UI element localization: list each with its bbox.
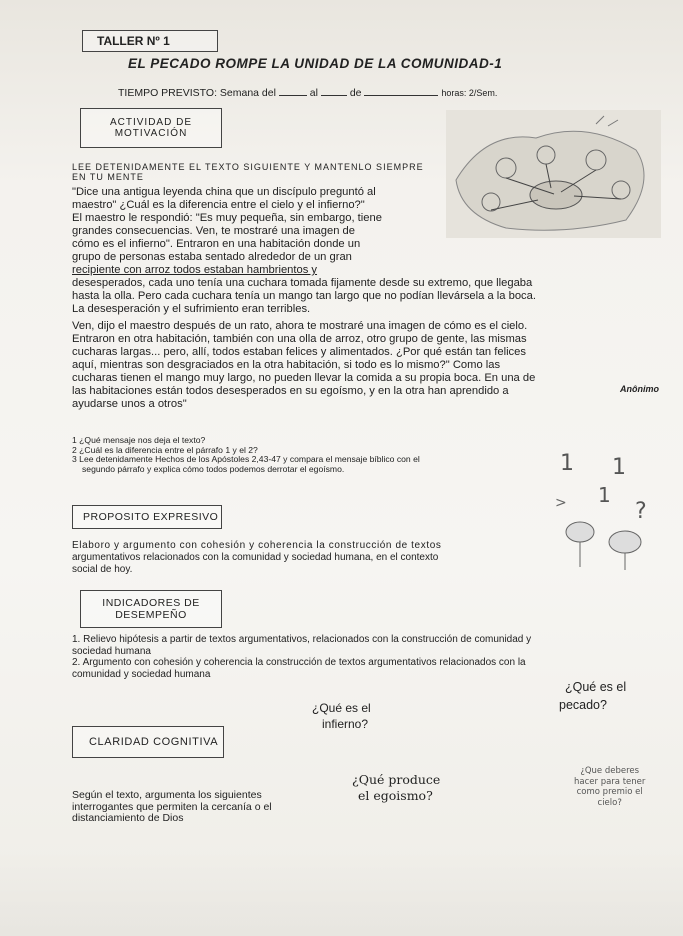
infierno-line-2: infierno?: [322, 717, 369, 731]
deberes-line-1: ¿Que deberes: [580, 766, 640, 776]
svg-text:1: 1: [612, 455, 626, 480]
story-line: El maestro le respondió: "Es muy pequeña, sin embargo, tiene: [72, 212, 382, 224]
proposito-text: [72, 540, 441, 576]
question-3: 3 Lee detenidamente Hechos de los Apóstoles 2,43-47 y compara el mensaje bíblico con el: [72, 454, 420, 464]
story-line: las habitaciones están todos desesperados en su egoísmo, y en la otra han aprendido a: [72, 385, 509, 397]
story-paragraph-1: [72, 186, 452, 277]
indicadores-heading-2: DESEMPEÑO: [115, 609, 187, 621]
indicador-line: sociedad humana: [72, 645, 151, 657]
worksheet-title: TALLER Nº 1: [97, 34, 170, 48]
deberes-line-2: hacer para tener: [574, 776, 646, 787]
question-deberes: [574, 766, 645, 808]
instruction-line-1: LEE DETENIDAMENTE EL TEXTO SIGUIENTE Y MANTENLO SIEMPRE: [72, 162, 424, 172]
author-label: Anônimo: [620, 384, 659, 394]
story-line: grandes consecuencias. Ven, te mostraré una imagen de: [72, 225, 355, 237]
deberes-line-4: cielo?: [597, 797, 622, 808]
svg-text:?: ?: [635, 499, 647, 524]
svg-text:>: >: [555, 495, 567, 511]
egoismo-line-1: ¿Qué produce: [352, 772, 441, 787]
story-line: Ven, dijo el maestro después de un rato, ahora te mostraré una imagen de cómo es el cielo.: [72, 320, 528, 332]
proposito-line: argumentativos relacionados con la comunidad y sociedad humana, en el contexto: [72, 552, 439, 563]
pecado-line-2: pecado?: [559, 698, 607, 712]
story-line: ayudarse unos a otros": [72, 398, 187, 410]
story-line: desesperados, cada uno tenía una cuchara tomada fijamente desde su extremo, que llegaba: [72, 277, 533, 289]
horas-label: horas: 2/Sem.: [441, 88, 498, 98]
svg-text:1: 1: [598, 483, 611, 507]
story-line: "Dice una antigua leyenda china que un discípulo preguntó al: [72, 186, 376, 198]
heaven-hell-illustration: [446, 110, 661, 238]
semana-blank[interactable]: [279, 86, 307, 96]
story-line: aquí, mientras son desgraciados en la otra habitación, si todo es lo mismo?" Como las: [72, 359, 501, 371]
indicadores-text: [72, 634, 531, 680]
actividad-box: [80, 108, 222, 148]
question-pecado: [559, 678, 627, 714]
indicadores-heading-1: INDICADORES DE: [102, 597, 200, 609]
story-line: grupo de personas estaba sentado alrededor de un gran: [72, 251, 352, 263]
story-line: cómo es el infierno". Entraron en una habitación donde un: [72, 238, 361, 250]
indicador-line: 2. Argumento con cohesión y coherencia la construcción de textos argumentativos relacionados con la: [72, 657, 526, 668]
question-2: 2 ¿Cuál es la diferencia entre el párrafo 1 y el 2?: [72, 444, 258, 455]
story-line: recipiente con arroz todos estaban hambrientos y: [72, 264, 318, 276]
proposito-box: [72, 505, 222, 529]
indicador-line: comunidad y sociedad humana: [72, 668, 211, 680]
page-bottom-shade: [0, 850, 683, 936]
story-line: cucharas tienen el mango muy largo, no pueden llevar la comida a su propia boca. En una de: [72, 372, 536, 384]
instruction-line-2: EN TU MENTE: [72, 172, 144, 182]
claridad-heading: CLARIDAD COGNITIVA: [89, 736, 219, 748]
questions-list: [72, 436, 420, 474]
story-line: La desesperación y el sufrimiento eran terribles.: [72, 303, 311, 315]
claridad-box: [72, 726, 224, 758]
actividad-heading-2: MOTIVACIÓN: [114, 128, 188, 139]
actividad-heading-1: ACTIVIDAD DE: [109, 117, 192, 128]
question-figures-illustration: [540, 432, 665, 572]
proposito-line: Elaboro y argumento con cohesión y coherencia la construcción de textos: [72, 540, 442, 551]
svg-text:1: 1: [560, 451, 574, 476]
al-label: al: [309, 87, 318, 99]
deberes-line-3: como premio el: [576, 787, 643, 797]
question-egoismo: [352, 772, 440, 804]
story-paragraph-1-cont: [72, 277, 672, 316]
title-box: [82, 30, 218, 52]
proposito-heading: PROPOSITO EXPRESIVO: [83, 511, 219, 523]
story-line: hasta la olla. Pero cada cuchara tenía un mango tan largo que no podían llevársela a la boca.: [72, 290, 536, 302]
question-infierno: [312, 700, 371, 732]
story-line: Entraron en otra habitación, también con una olla de arroz, otro grupo de gente, las mismas: [72, 333, 527, 345]
indicadores-box: [80, 590, 222, 628]
proposito-line: social de hoy.: [72, 564, 133, 575]
unit-title: EL PECADO ROMPE LA UNIDAD DE LA COMUNIDAD-1: [128, 56, 503, 71]
question-3-cont: segundo párrafo y explica cómo todos podemos derrotar el egoísmo.: [82, 463, 345, 474]
de-blank[interactable]: [364, 86, 438, 96]
de-label: de: [349, 87, 362, 99]
pecado-line-1: ¿Qué es el: [565, 680, 627, 694]
tiempo-line: [118, 86, 497, 99]
story-paragraph-2: [72, 320, 672, 411]
claridad-prompt-line: interrogantes que permiten la cercanía o el: [72, 800, 272, 813]
indicador-line: 1. Relievo hipótesis a partir de textos argumentativos, relacionados con la construcción de comunidad y: [72, 634, 532, 645]
egoismo-line-2: el egoismo?: [358, 788, 433, 803]
tiempo-label: TIEMPO PREVISTO: Semana del: [118, 87, 276, 99]
story-line: maestro" ¿Cuál es la diferencia entre el cielo y el infierno?": [72, 199, 365, 211]
claridad-prompt: [72, 790, 272, 825]
question-1: 1 ¿Qué mensaje nos deja el texto?: [72, 435, 206, 445]
infierno-line-1: ¿Qué es el: [312, 701, 371, 715]
claridad-prompt-line: distanciamiento de Dios: [72, 812, 184, 824]
claridad-prompt-line: Según el texto, argumenta los siguientes: [72, 789, 262, 801]
story-line: cucharas largas... pero, allí, todos estaban felices y alimentados. ¿Por qué están tan felices: [72, 346, 526, 358]
al-blank[interactable]: [321, 86, 347, 96]
